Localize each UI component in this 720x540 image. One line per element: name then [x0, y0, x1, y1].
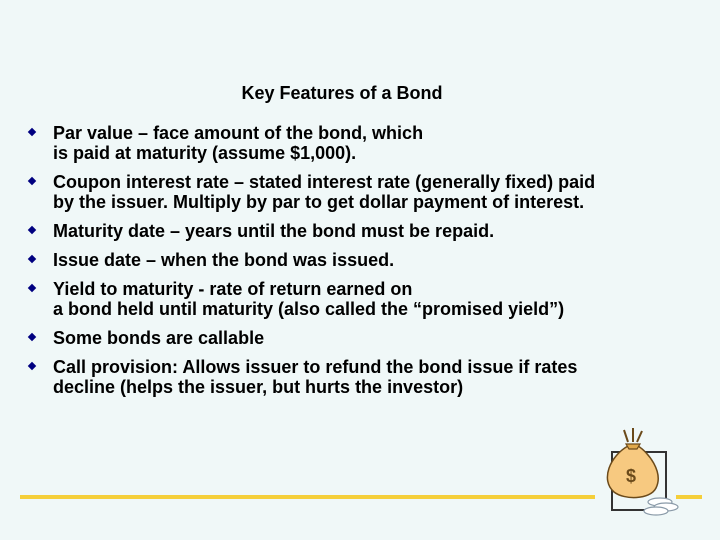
bullet-text: Maturity date – years until the bond must be repaid.: [53, 221, 495, 241]
bullet-item: [24, 221, 664, 241]
bullet-item: [24, 172, 664, 212]
diamond-bullet-icon: [28, 255, 36, 263]
bag-tuft: [624, 428, 642, 442]
coin: [644, 507, 668, 515]
bullet-item: [24, 250, 664, 270]
bullet-item: [24, 328, 664, 348]
bullet-text: Issue date – when the bond was issued.: [53, 250, 395, 270]
diamond-bullet-icon: [28, 226, 36, 234]
dollar-glyph: $: [626, 466, 637, 486]
bullet-list: [24, 123, 664, 406]
bullet-text: Coupon interest rate – stated interest rate (generally fixed) paid by the issuer. Multiply by par to get dollar payment of interest.: [53, 172, 596, 212]
bullet-text: Some bonds are callable: [53, 328, 265, 348]
bullet-text: Yield to maturity - rate of return earned on a bond held until maturity (also called the “promised yield”): [53, 279, 565, 319]
slide-title: Key Features of a Bond: [241, 83, 443, 103]
diamond-bullet-icon: [28, 284, 36, 292]
diamond-bullet-icon: [28, 362, 36, 370]
money-bag-icon: [590, 422, 690, 522]
diamond-bullet-icon: [28, 333, 36, 341]
bullet-item: [24, 279, 664, 319]
bullet-item: [24, 357, 664, 397]
bullet-item: [24, 123, 664, 163]
bag-tie: [626, 444, 640, 449]
bullet-text: Call provision: Allows issuer to refund the bond issue if rates decline (helps the issuer, but hurts the investor): [53, 357, 578, 397]
accent-rule: [20, 495, 595, 499]
bullet-text: Par value – face amount of the bond, which is paid at maturity (assume $1,000).: [53, 123, 424, 163]
diamond-bullet-icon: [28, 177, 36, 185]
diamond-bullet-icon: [28, 128, 36, 136]
